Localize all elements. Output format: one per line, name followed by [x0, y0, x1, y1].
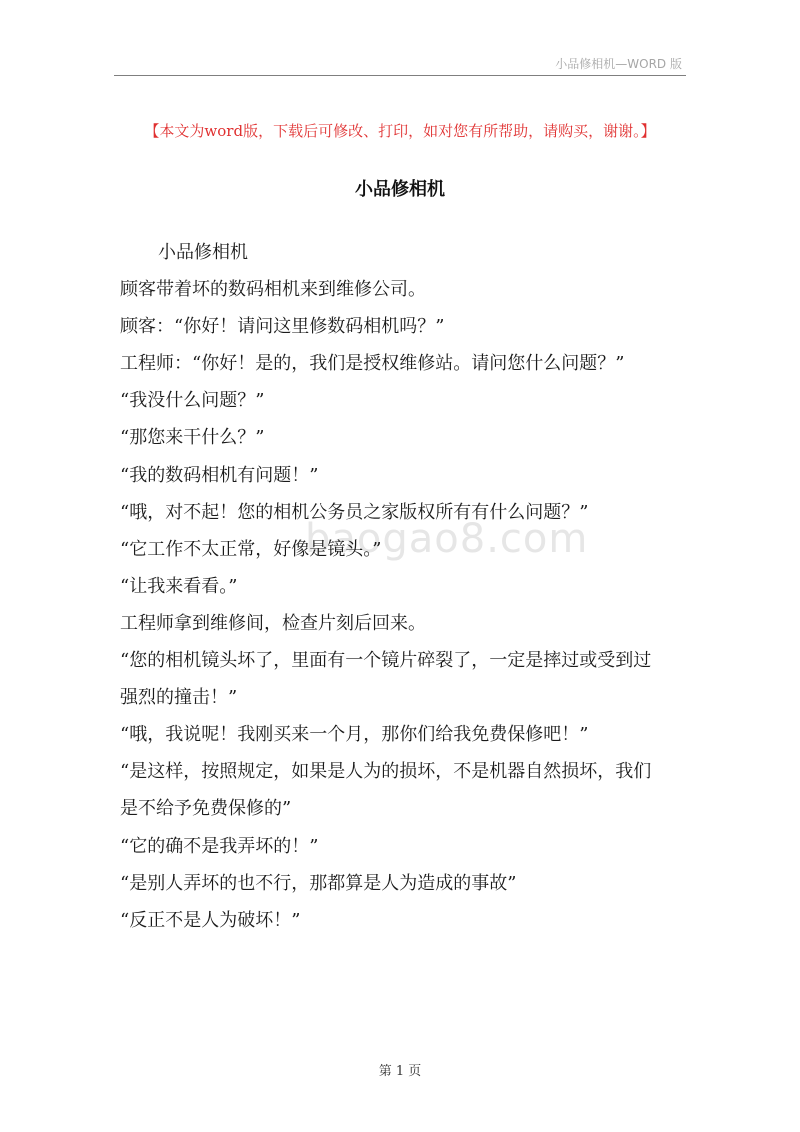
watermark-text: baogao8.com — [305, 516, 589, 562]
body-line: “是别人弄坏的也不行，那都算是人为造成的事故” — [120, 872, 517, 894]
body-line: 顾客带着坏的数码相机来到维修公司。 — [120, 279, 426, 301]
purchase-notice: 【本文为word版，下载后可修改、打印，如对您有所帮助，请购买，谢谢。】 — [144, 122, 656, 140]
body-line: “您的相机镜头坏了，里面有一个镜片碎裂了，一定是摔过或受到过 — [120, 650, 652, 672]
header-divider — [114, 75, 686, 76]
body-line: 顾客：“你好！请问这里修数码相机吗？” — [120, 316, 445, 338]
body-line: “是这样，按照规定，如果是人为的损坏，不是机器自然损坏，我们 — [120, 761, 652, 783]
body-line: “那您来干什么？” — [120, 427, 265, 449]
body-line: “让我来看看。” — [120, 575, 238, 597]
body-line: 强烈的撞击！” — [120, 687, 238, 709]
body-line: 小品修相机 — [158, 242, 248, 263]
body-line: “反正不是人为破坏！” — [120, 909, 301, 931]
document-title: 小品修相机 — [355, 179, 445, 200]
header-title: 小品修相机—WORD 版 — [555, 57, 682, 71]
body-line: “它的确不是我弄坏的！” — [120, 835, 319, 857]
body-line: 工程师：“你好！是的，我们是授权维修站。请问您什么问题？” — [120, 353, 625, 375]
body-line: “哦，对不起！您的相机公务员之家版权所有有什么问题？” — [120, 501, 589, 523]
body-line: 工程师拿到维修间，检查片刻后回来。 — [120, 612, 426, 634]
page-number: 第 1 页 — [378, 1064, 422, 1079]
body-line: 是不给予免费保修的” — [120, 798, 292, 820]
body-line: “我的数码相机有问题！” — [120, 464, 319, 486]
body-line: “哦，我说呢！我刚买来一个月，那你们给我免费保修吧！” — [120, 724, 589, 746]
body-line: “它工作不太正常，好像是镜头。” — [120, 538, 382, 560]
body-line: “我没什么问题？” — [120, 390, 265, 412]
document-body — [120, 234, 690, 939]
